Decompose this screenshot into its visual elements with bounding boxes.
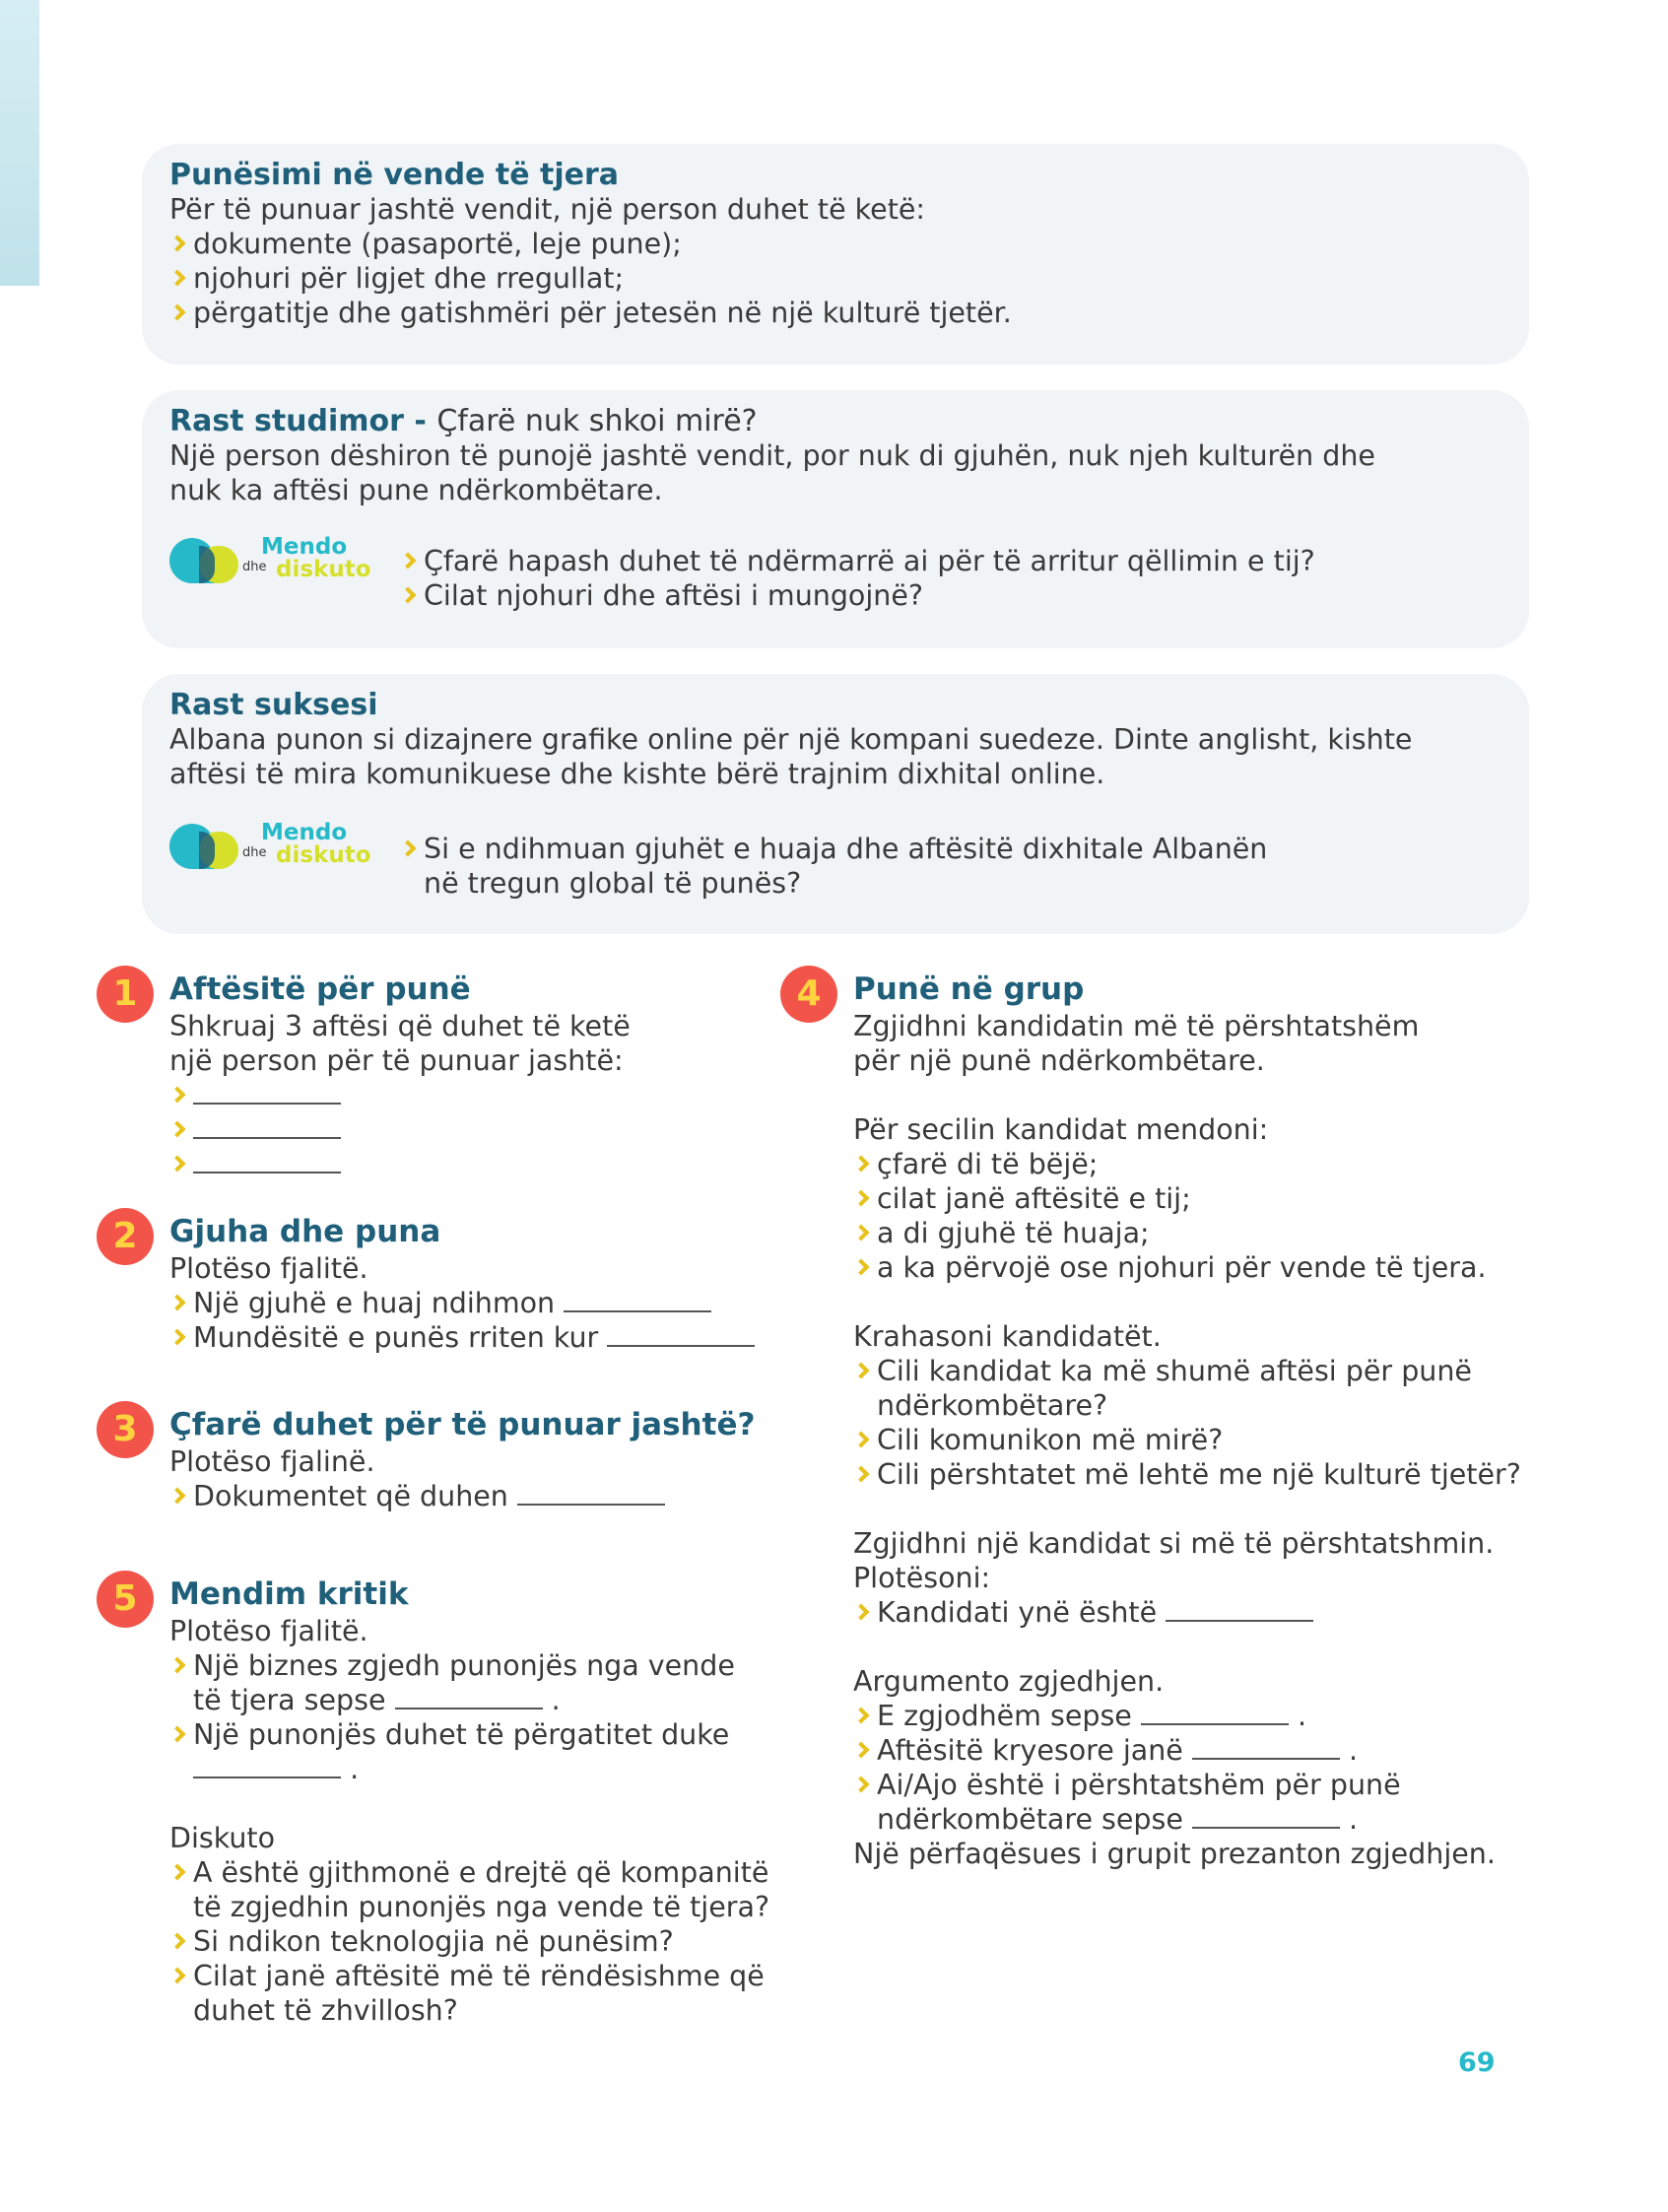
list-item: Cili komunikon më mirë?: [853, 1423, 1521, 1457]
list-item-cont: ndërkombëtare?: [877, 1389, 1108, 1422]
list-item: a di gjuhë të huaja;: [853, 1216, 1521, 1250]
box-text: nuk ka aftësi pune ndërkombëtare.: [169, 474, 663, 506]
list-item: cilat janë aftësitë e tij;: [853, 1181, 1521, 1216]
instruction: Plotësoni:: [853, 1562, 991, 1594]
instruction: Argumento zgjedhjen.: [853, 1665, 1165, 1698]
box-title: Rast studimor - Çfarë nuk shkoi mirë?: [169, 404, 758, 438]
answer-blank[interactable]: [395, 1686, 543, 1709]
instruction: Një përfaqësues i grupit prezanton zgjedhjen.: [853, 1838, 1496, 1870]
answer-blank[interactable]: [169, 1078, 631, 1112]
list-item: Cili përshtatet më lehtë me një kulturë tjetër?: [853, 1457, 1521, 1492]
box-text: Për të punuar jashtë vendit, një person duhet të ketë:: [169, 193, 926, 226]
answer-blank[interactable]: [169, 1147, 631, 1181]
answer-blank[interactable]: [517, 1482, 665, 1506]
box-title: Rast suksesi: [169, 688, 378, 722]
box-title: Punësimi në vende të tjera: [169, 158, 619, 192]
fill-sentence-cont: të tjera sepse .: [193, 1684, 561, 1716]
answer-blank[interactable]: [1166, 1598, 1313, 1622]
box-text: Një person dëshiron të punojë jashtë vendit, por nuk di gjuhën, nuk njeh kulturën dhe: [169, 439, 1375, 472]
section-number-2: 2: [97, 1208, 154, 1265]
page-number: 69: [1458, 2047, 1496, 2078]
info-box-employment-abroad: [142, 144, 1529, 365]
list-item: dokumente (pasaportë, leje pune);: [169, 227, 1012, 261]
fill-sentence: Dokumentet që duhen: [169, 1479, 665, 1513]
instruction: Zgjidhni kandidatin më të përshtatshëm: [853, 1010, 1420, 1042]
fill-sentence: Aftësitë kryesore janë .: [853, 1733, 1521, 1768]
fill-sentence: Një punonjës duhet të përgatitet duke: [169, 1717, 769, 1752]
instruction: Plotëso fjalinë.: [169, 1445, 375, 1478]
answer-blank[interactable]: [193, 1755, 341, 1778]
discussion-question-cont: në tregun global të punës?: [424, 867, 802, 900]
discussion-question: Si ndikon teknologjia në punësim?: [169, 1924, 769, 1959]
fill-sentence: Një biznes zgjedh punonjës nga vende: [169, 1648, 769, 1683]
discuss-label: Diskuto: [169, 1822, 276, 1854]
box-text: Albana punon si dizajnere grafike online për një kompani suedeze. Dinte anglisht, kishte: [169, 723, 1413, 756]
answer-blank[interactable]: [1192, 1805, 1340, 1829]
discussion-question-cont: duhet të zhvillosh?: [193, 1994, 458, 2027]
page-edge-decoration: [0, 0, 39, 286]
section-title: Çfarë duhet për të punuar jashtë?: [169, 1407, 756, 1442]
section-number-3: 3: [97, 1401, 154, 1458]
discussion-question: Si e ndihmuan gjuhët e huaja dhe aftësitë dixhitale Albanën: [400, 832, 1267, 866]
fill-sentence: Një gjuhë e huaj ndihmon: [169, 1286, 755, 1320]
section-title: Aftësitë për punë: [169, 972, 471, 1007]
section-title: Punë në grup: [853, 972, 1085, 1007]
box-text: aftësi të mira komunikuese dhe kishte bërë trajnim dixhital online.: [169, 758, 1105, 790]
think-discuss-logo: Mendo dhe diskuto: [169, 534, 376, 589]
list-item: a ka përvojë ose njohuri për vende të tjera.: [853, 1250, 1521, 1285]
section-number-4: 4: [780, 966, 837, 1023]
instruction: Plotëso fjalitë.: [169, 1615, 368, 1647]
section-number-5: 5: [97, 1571, 154, 1628]
instruction: Për secilin kandidat mendoni:: [853, 1113, 1269, 1146]
fill-sentence: Ai/Ajo është i përshtatshëm për punë: [853, 1768, 1521, 1802]
answer-blank[interactable]: [564, 1289, 711, 1312]
section-title: Gjuha dhe puna: [169, 1214, 441, 1249]
answer-blank[interactable]: [1141, 1702, 1289, 1725]
discussion-question-cont: të zgjedhin punonjës nga vende të tjera?: [193, 1891, 770, 1923]
section-title: Mendim kritik: [169, 1576, 409, 1612]
case-study-box: [142, 390, 1529, 648]
fill-sentence-cont: ndërkombëtare sepse .: [877, 1803, 1359, 1836]
instruction: Krahasoni kandidatët.: [853, 1320, 1162, 1353]
list-item: përgatitje dhe gatishmëri për jetesën në një kulturë tjetër.: [169, 296, 1012, 330]
list-item: njohuri për ligjet dhe rregullat;: [169, 261, 1012, 296]
discussion-question: Çfarë hapash duhet të ndërmarrë ai për të arritur qëllimin e tij?: [400, 544, 1315, 578]
answer-blank[interactable]: [1192, 1736, 1340, 1760]
fill-sentence: E zgjodhëm sepse .: [853, 1699, 1521, 1733]
instruction: një person për të punuar jashtë:: [169, 1044, 624, 1077]
fill-sentence-cont: .: [169, 1752, 769, 1786]
list-item: çfarë di të bëjë;: [853, 1147, 1521, 1181]
section-number-1: 1: [97, 966, 154, 1023]
fill-sentence: Kandidati ynë është: [853, 1595, 1521, 1630]
list-item: Cili kandidat ka më shumë aftësi për punë: [853, 1354, 1521, 1388]
success-case-box: [142, 674, 1529, 934]
answer-blank[interactable]: [607, 1323, 755, 1347]
discussion-question: Cilat janë aftësitë më të rëndësishme që: [169, 1959, 769, 1993]
answer-blank[interactable]: [169, 1112, 631, 1147]
instruction: Plotëso fjalitë.: [169, 1252, 368, 1285]
think-discuss-logo: Mendo dhe diskuto: [169, 820, 376, 875]
discussion-question: Cilat njohuri dhe aftësi i mungojnë?: [400, 578, 1315, 613]
instruction: Shkruaj 3 aftësi që duhet të ketë: [169, 1010, 631, 1042]
fill-sentence: Mundësitë e punës rriten kur: [169, 1320, 755, 1355]
discussion-question: A është gjithmonë e drejtë që kompanitë: [169, 1855, 769, 1890]
instruction: për një punë ndërkombëtare.: [853, 1044, 1265, 1077]
instruction: Zgjidhni një kandidat si më të përshtatshmin.: [853, 1527, 1495, 1560]
